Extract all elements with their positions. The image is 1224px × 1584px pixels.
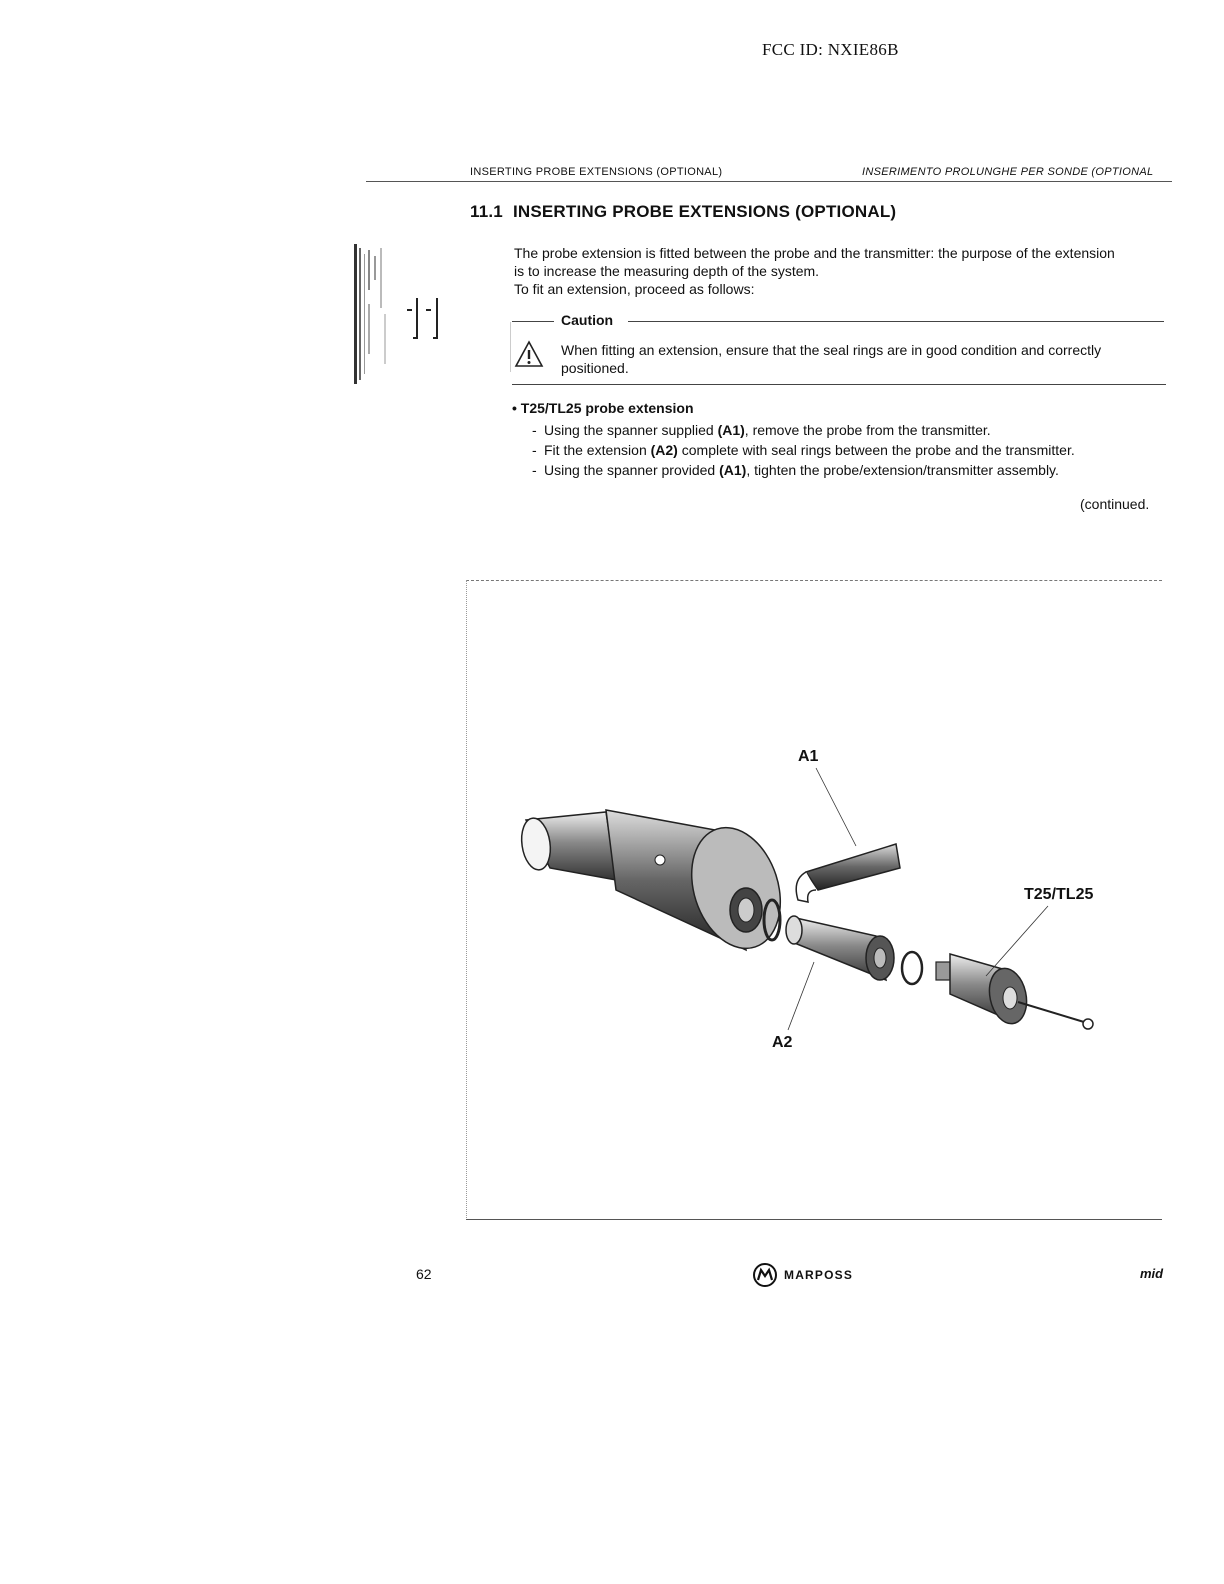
taper-shank <box>519 812 616 880</box>
step-text: , tighten the probe/extension/transmitter assembly. <box>746 462 1059 478</box>
step-text: complete with seal rings between the probe and the transmitter. <box>677 442 1075 458</box>
step-ref: (A1) <box>717 422 745 438</box>
page-number: 62 <box>416 1266 432 1282</box>
step-text: Using the spanner provided <box>544 462 720 478</box>
caution-rule-bottom <box>512 384 1166 385</box>
caution-rule-right <box>628 321 1164 322</box>
marposs-logo-icon <box>752 1262 778 1288</box>
caution-label: Caution <box>561 312 614 328</box>
spanner-a1 <box>796 844 900 902</box>
figure-frame-bottom <box>466 1219 1162 1220</box>
step-text: Fit the extension <box>544 442 651 458</box>
procedure-steps <box>532 420 1172 480</box>
probe-t25-tl25 <box>936 954 1093 1029</box>
transmitter-body <box>606 810 795 960</box>
section-title <box>470 202 896 222</box>
procedure-step: - Using the spanner provided (A1), tighten the probe/extension/transmitter assembly. <box>532 462 1059 478</box>
intro-line: The probe extension is fitted between the probe and the transmitter: the purpose of the extension <box>514 245 1115 261</box>
leader-line-probe <box>986 906 1048 976</box>
running-header-english: INSERTING PROBE EXTENSIONS (OPTIONAL) <box>470 166 723 178</box>
section-number: 11.1 <box>470 202 503 221</box>
leader-line-a1 <box>816 768 856 846</box>
step-ref: (A2) <box>650 442 678 458</box>
change-bar-icon <box>404 296 444 347</box>
brand-logo <box>752 1262 853 1288</box>
procedure-step: - Using the spanner supplied (A1), remove the probe from the transmitter. <box>532 422 991 438</box>
caution-text: When fitting an extension, ensure that the seal rings are in good condition and correctly positioned. <box>561 342 1102 376</box>
fcc-id: FCC ID: NXIE86B <box>762 40 899 59</box>
procedure-title: • T25/TL25 probe extension <box>512 400 694 416</box>
figure-frame-top <box>466 580 1162 581</box>
margin-scan-artifact <box>352 244 392 389</box>
warning-triangle-icon <box>514 340 544 373</box>
header-rule <box>366 181 1172 182</box>
step-text: Using the spanner supplied <box>544 422 718 438</box>
procedure-step: - Fit the extension (A2) complete with seal rings between the probe and the transmitter. <box>532 442 1075 458</box>
running-header-italian: INSERIMENTO PROLUNGHE PER SONDE (OPTIONAL <box>862 166 1154 178</box>
probe-extension-a2 <box>786 916 894 980</box>
label-a1: A1 <box>798 748 819 765</box>
caution-rule-vertical <box>510 322 511 372</box>
exploded-assembly-drawing <box>466 740 1166 1085</box>
intro-line: is to increase the measuring depth of the system. <box>514 263 820 279</box>
step-ref: (A1) <box>719 462 747 478</box>
step-text: , remove the probe from the transmitter. <box>744 422 991 438</box>
label-probe: T25/TL25 <box>1024 886 1094 903</box>
intro-paragraph <box>514 244 1174 298</box>
document-code: mid <box>1140 1266 1164 1281</box>
leader-line-a2 <box>788 962 814 1030</box>
brand-name: MARPOSS <box>784 1268 854 1282</box>
caution-rule-left <box>512 321 554 322</box>
section-title-text: INSERTING PROBE EXTENSIONS (OPTIONAL) <box>512 202 897 221</box>
intro-line: To fit an extension, proceed as follows: <box>514 281 755 297</box>
seal-ring <box>902 952 922 984</box>
label-a2: A2 <box>772 1034 793 1051</box>
continued-note: (continued. <box>1080 496 1150 512</box>
